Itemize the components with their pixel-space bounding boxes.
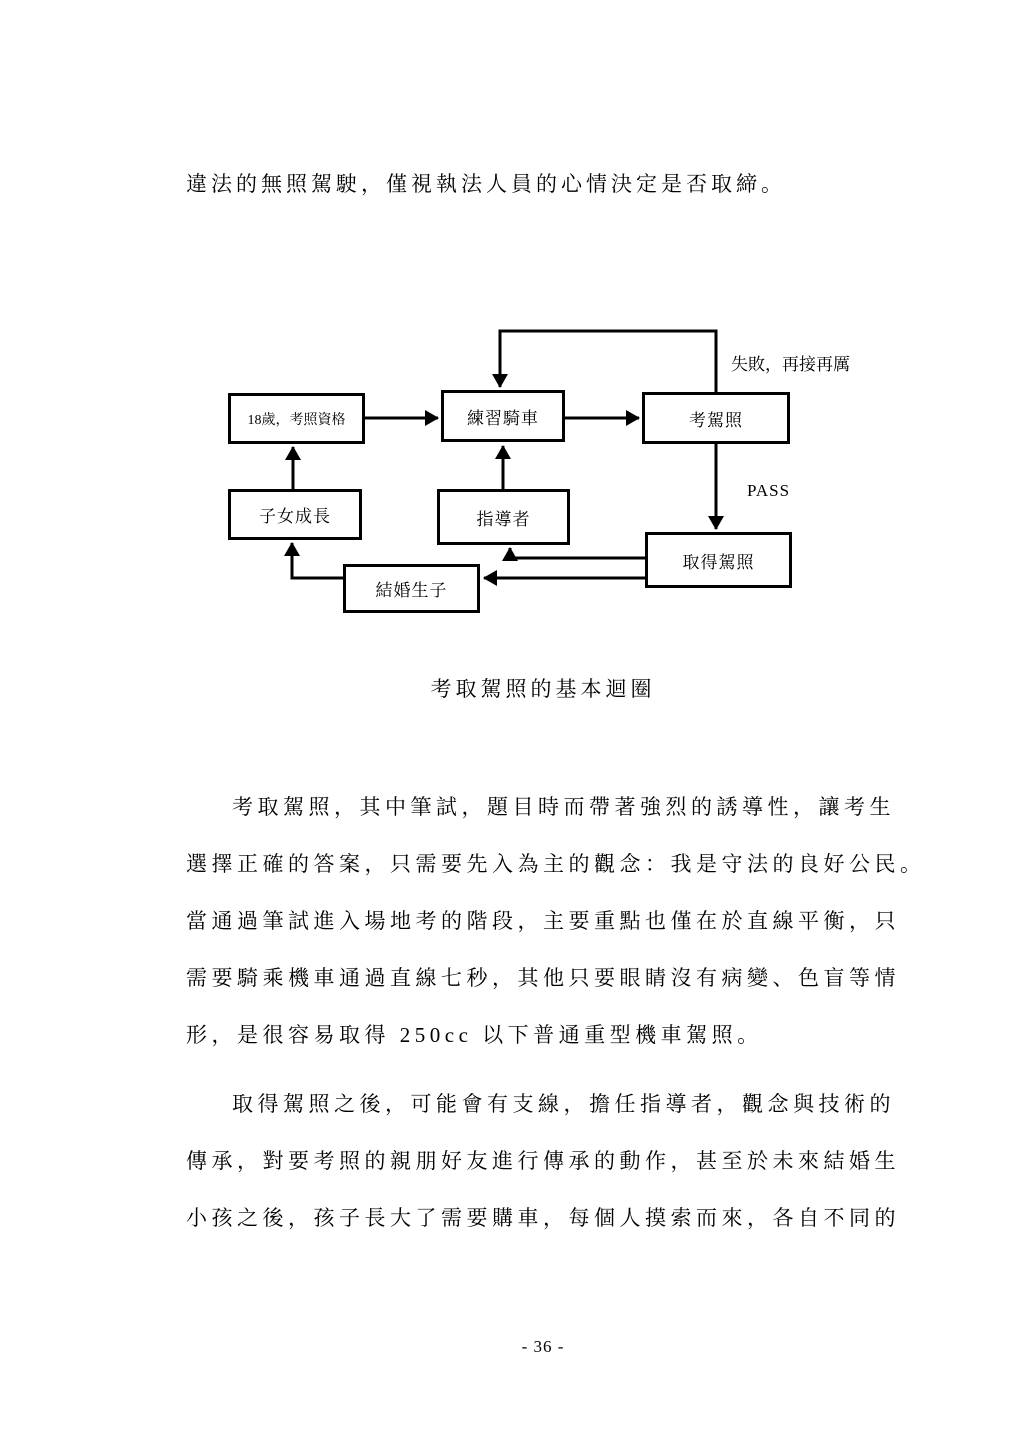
text-line: 需要騎乘機車通過直線七秒，其他只要眼睛沒有病變、色盲等情	[186, 966, 900, 990]
flowchart-box-marriage-kids: 結婚生子	[343, 564, 480, 613]
flowchart-arrows	[0, 0, 1024, 700]
flowchart-box-license-exam: 考駕照	[642, 392, 790, 444]
flowchart-box-practice-riding: 練習騎車	[441, 390, 565, 442]
flowchart-box-age-eligibility: 18歲，考照資格	[228, 393, 365, 444]
intro-paragraph: 違法的無照駕駛，僅視執法人員的心情決定是否取締。	[186, 172, 786, 196]
flowchart-box-children-grow: 子女成長	[228, 489, 362, 540]
text-line: 當通過筆試進入場地考的階段，主要重點也僅在於直線平衡，只	[186, 909, 900, 933]
text-line: 形，是很容易取得 250cc 以下普通重型機車駕照。	[186, 1023, 763, 1047]
flowchart-box-mentor: 指導者	[437, 489, 570, 545]
arrow-license-to-mentor	[510, 548, 645, 558]
figure-caption: 考取駕照的基本迴圈	[430, 677, 656, 701]
body-paragraph-1	[186, 779, 966, 1064]
text-line: 選擇正確的答案，只需要先入為主的觀念：我是守法的良好公民。	[186, 852, 926, 876]
text-line: 小孩之後，孩子長大了需要購車，每個人摸索而來，各自不同的	[186, 1206, 900, 1230]
arrow-fail-loop-exam-to-practice	[500, 331, 716, 392]
body-paragraph-2	[186, 1076, 966, 1247]
flowchart-box-get-license: 取得駕照	[645, 532, 792, 588]
fail-retry-label: 失敗，再接再厲	[731, 355, 850, 374]
text-line: 傳承，對要考照的親朋好友進行傳承的動作，甚至於未來結婚生	[186, 1149, 900, 1173]
page-number: - 36 -	[521, 1337, 565, 1356]
text-line: 取得駕照之後，可能會有支線，擔任指導者，觀念與技術的	[232, 1092, 895, 1116]
pass-label: PASS	[747, 481, 791, 500]
text-line: 考取駕照，其中筆試，題目時而帶著強烈的誘導性，讓考生	[232, 795, 895, 819]
arrow-marriage-to-children	[292, 543, 343, 578]
